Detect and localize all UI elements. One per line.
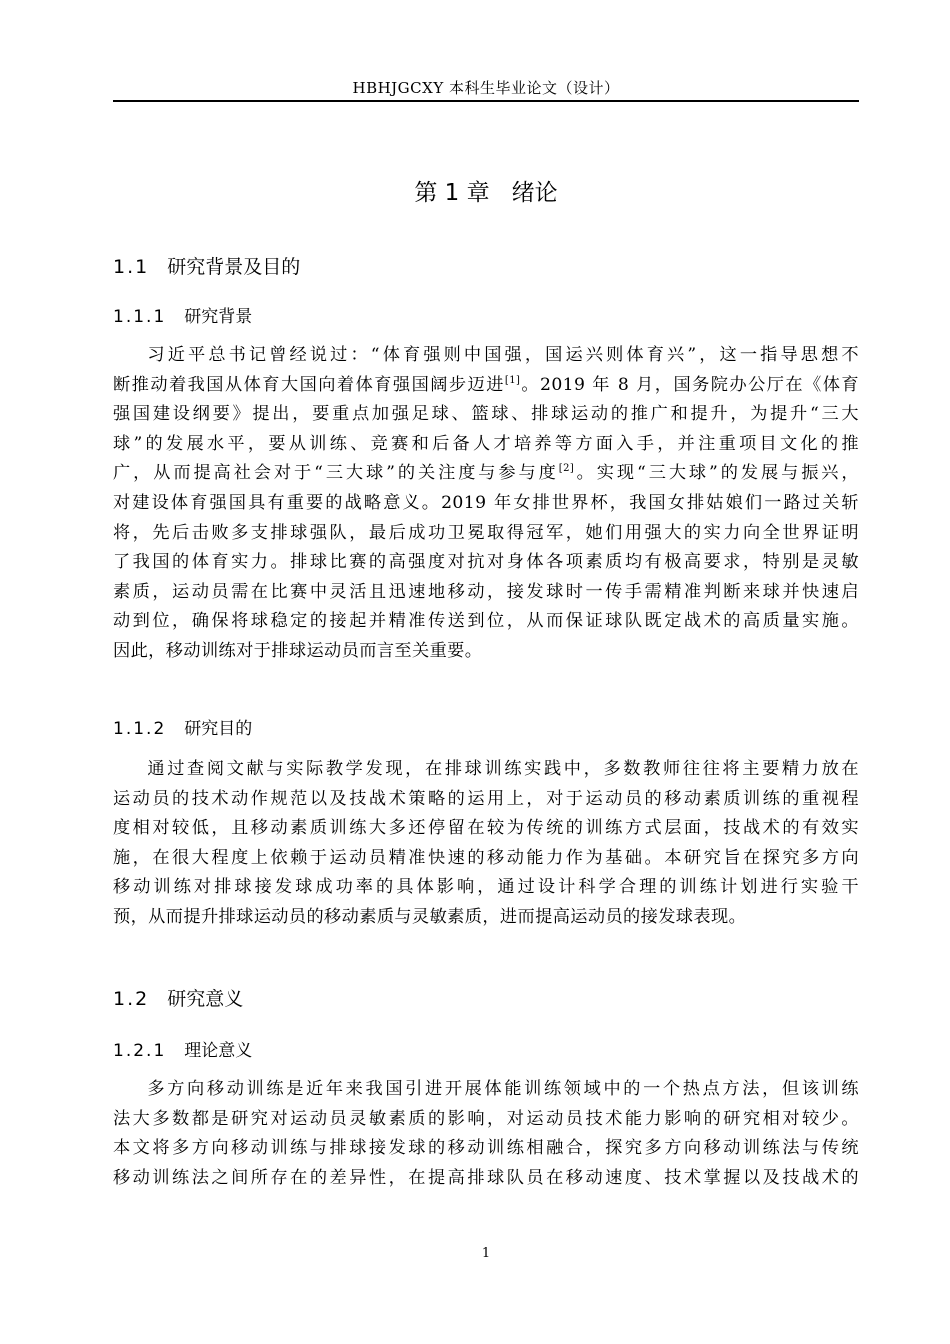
text-line: 将，先后击败多支排球强队，最后成功卫冕取得冠军，她们用强大的实力向全世界证明 [113, 522, 859, 543]
subsection-number: 1.1.1 [113, 307, 167, 327]
chapter-title-text: 绪论 [511, 180, 558, 206]
section-title: 研究意义 [167, 988, 244, 1010]
text-line: 通过查阅文献与实际教学发现，在排球训练实践中，多数教师往往将主要精力放在 [147, 759, 859, 779]
text-line: 移动训练对排球接发球成功率的具体影响，通过设计科学合理的训练计划进行实验干 [113, 877, 859, 898]
subsection-heading [113, 1039, 252, 1063]
subsection-number: 1.1.2 [113, 719, 167, 739]
citation-ref: [2] [558, 463, 575, 475]
text-line: 法大多数都是研究对运动员灵敏素质的影响，对运动员技术能力影响的研究相对较少。 [113, 1108, 859, 1129]
chapter-title [113, 178, 859, 208]
section-title: 研究背景及目的 [167, 256, 301, 278]
text-run: 。2019 年 8 月，国务院办公厅在《体育 [520, 374, 860, 395]
text-line: 动到位，确保将球稳定的接起并精准传送到位，从而保证球队既定战术的高质量实施。 [113, 611, 859, 632]
section-heading [113, 986, 243, 1012]
text-line [113, 459, 859, 489]
section-number: 1.1 [113, 256, 150, 278]
text-line: 多方向移动训练是近年来我国引进开展体能训练领域中的一个热点方法，但该训练 [147, 1079, 859, 1099]
text-line: 对建设体育强国具有重要的战略意义。2019 年女排世界杯，我国女排姑娘们一路过关斩 [113, 492, 859, 513]
citation-ref: [1] [504, 374, 521, 386]
text-line: 预，从而提升排球运动员的移动素质与灵敏素质，进而提高运动员的接发球表现。 [113, 906, 747, 927]
header-rule [113, 100, 859, 102]
page-number: 1 [481, 1246, 491, 1261]
section-heading [113, 254, 300, 280]
text-line: 施，在很大程度上依赖于运动员精准快速的移动能力作为基础。本研究旨在探究多方向 [113, 847, 859, 868]
subsection-title: 研究背景 [184, 307, 253, 327]
subsection-title: 研究目的 [184, 719, 253, 739]
section-number: 1.2 [113, 988, 150, 1010]
subsection-number: 1.2.1 [113, 1041, 167, 1061]
text-line: 强国建设纲要》提出，要重点加强足球、篮球、排球运动的推广和提升，为提升“三大 [113, 404, 859, 425]
paragraph-theoretical-significance [113, 1075, 859, 1193]
text-run: 广，从而提高社会对于“三大球”的关注度与参与度 [113, 463, 559, 484]
text-line: 运动员的技术动作规范以及技战术策略的运用上，对于运动员的移动素质训练的重视程 [113, 788, 859, 809]
text-line: 度相对较低，且移动素质训练大多还停留在较为传统的训练方式层面，技战术的有效实 [113, 818, 859, 839]
text-run: 。实现“三大球”的发展与振兴， [574, 463, 860, 484]
chapter-number: 第 1 章 [414, 180, 490, 206]
paragraph-research-purpose [113, 755, 859, 933]
text-line: 因此，移动训练对于排球运动员而言至关重要。 [113, 640, 483, 661]
text-line: 球”的发展水平，要从训练、竞赛和后备人才培养等方面入手，并注重项目文化的推 [113, 433, 859, 454]
subsection-heading [113, 305, 252, 329]
text-line: 习近平总书记曾经说过：“体育强则中国强，国运兴则体育兴”，这一指导思想不 [147, 345, 859, 365]
text-line [113, 371, 859, 401]
subsection-title: 理论意义 [184, 1041, 253, 1061]
text-line: 本文将多方向移动训练与排球接发球的移动训练相融合，探究多方向移动训练法与传统 [113, 1138, 859, 1159]
text-line: 素质，运动员需在比赛中灵活且迅速地移动，接发球时一传手需精准判断来球并快速启 [113, 581, 859, 602]
text-run: 断推动着我国从体育大国向着体育强国阔步迈进 [113, 374, 505, 395]
running-header: HBHJGCXY 本科生毕业论文（设计） [352, 79, 620, 97]
text-line: 了我国的体育实力。排球比赛的高强度对抗对身体各项素质均有极高要求，特别是灵敏 [113, 552, 859, 573]
text-line: 移动训练法之间所存在的差异性，在提高排球队员在移动速度、技术掌握以及技战术的 [113, 1167, 859, 1188]
subsection-heading [113, 717, 252, 741]
paragraph-research-background [113, 341, 859, 667]
